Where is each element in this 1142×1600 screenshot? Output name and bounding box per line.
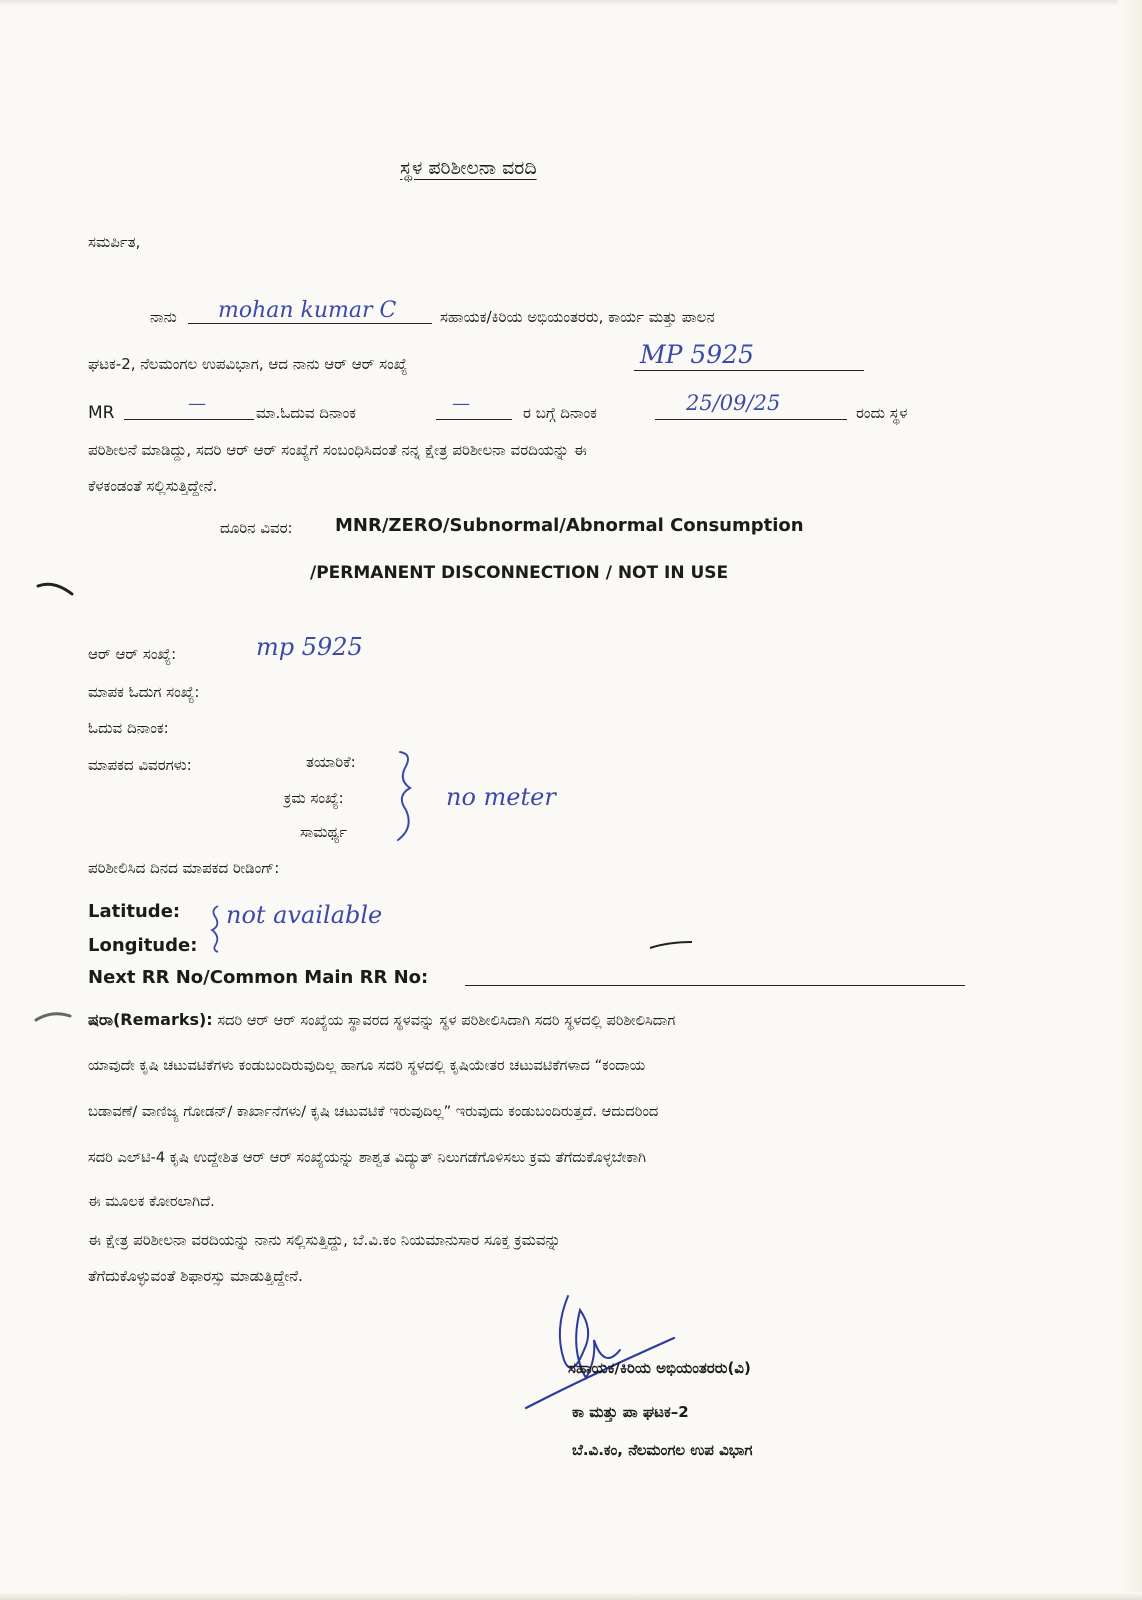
page-bottom-edge xyxy=(0,1592,1142,1600)
handwritten-date: 25/09/25 xyxy=(686,391,781,415)
field-label-capacity: ಸಾಮರ್ಥ್ಯ xyxy=(300,823,348,841)
para-text: ರ ಬಗ್ಗೆ ದಿನಾಂಕ xyxy=(523,404,597,422)
signature-designation: ಸಹಾಯಕ/ಕಿರಿಯ ಅಭಿಯಂತರರು(ವಿ) xyxy=(568,1359,751,1377)
complaint-value-2: /PERMANENT DISCONNECTION / NOT IN USE xyxy=(310,563,729,583)
fill-line xyxy=(465,985,965,986)
handwritten-meter-note: no meter xyxy=(446,783,556,811)
fill-line xyxy=(655,419,847,420)
para-text: MR xyxy=(88,403,115,423)
field-label-longitude: Longitude: xyxy=(88,935,198,956)
handwritten-latlon-note: not available xyxy=(226,901,383,929)
remarks-line-2: ಯಾವುದೇ ಕೃಷಿ ಚಟುವಟಿಕೆಗಳು ಕಂಡುಬಂದಿರುವುದಿಲ್ಲ ಹಾಗೂ ಸದರಿ ಸ್ಥಳದಲ್ಲಿ ಕೃಷಿಯೇತರ ಚಟುವಟಿಕೆಗಳಾದ “ಕಂದಾಯ xyxy=(88,1057,646,1074)
fill-line xyxy=(124,419,254,420)
handwritten-dash-mark xyxy=(648,936,696,952)
document-title: ಸ್ಥಳ ಪರಿಶೀಲನಾ ವರದಿ xyxy=(400,157,537,179)
para-text: ರಂದು ಸ್ಥಳ xyxy=(856,404,908,422)
salutation: ಸಮರ್ಪಿತ, xyxy=(88,233,141,251)
fill-line xyxy=(634,370,864,371)
closing-line-1: ಈ ಕ್ಷೇತ್ರ ಪರಿಶೀಲನಾ ವರದಿಯನ್ನು ನಾನು ಸಲ್ಲಿಸುತ್ತಿದ್ದು, ಬೆ.ವಿ.ಕಂ ನಿಯಮಾನುಸಾರ ಸೂಕ್ತ ಕ್ರಮವನ್ನು xyxy=(88,1231,561,1249)
signature-unit: ಕಾ ಮತ್ತು ಪಾ ಘಟಕ–2 xyxy=(572,1403,689,1421)
closing-line-2: ತೆಗೆದುಕೊಳ್ಳುವಂತೆ ಶಿಫಾರಸ್ಸು ಮಾಡುತ್ತಿದ್ದೇನೆ. xyxy=(88,1267,303,1285)
para-text: ಪರಿಶೀಲನೆ ಮಾಡಿದ್ದು, ಸದರಿ ಆರ್ ಆರ್ ಸಂಖ್ಯೆಗೆ ಸಂಬಂಧಿಸಿದಂತೆ ನನ್ನ ಕ್ಷೇತ್ರ ಪರಿಶೀಲನಾ ವರದಿಯನ್ನು ಈ xyxy=(88,441,587,459)
para-text: ಸಹಾಯಕ/ಕಿರಿಯ ಅಭಿಯಂತರರು, ಕಾರ್ಯ ಮತ್ತು ಪಾಲನ xyxy=(440,308,715,326)
complaint-label: ದೂರಿನ ವಿವರ: xyxy=(220,519,293,537)
remarks-line-4: ಸದರಿ ಎಲ್‌ಟಿ-4 ಕೃಷಿ ಉದ್ದೇಶಿತ ಆರ್ ಆರ್ ಸಂಖ್ಯೆಯನ್ನು ಶಾಶ್ವತ ವಿದ್ಯುತ್ ನಿಲುಗಡೆಗೊಳಿಸಲು ಕ್ರಮ ತೆಗೆದುಕೊಳ್ಳಬೇಕಾಗಿ xyxy=(88,1149,647,1166)
para-text: ಮಾ.ಓದುವ ದಿನಾಂಕ xyxy=(256,404,356,422)
handwritten-rr-number: MP 5925 xyxy=(640,340,754,369)
field-label-latitude: Latitude: xyxy=(88,901,181,922)
remarks-line-5: ಈ ಮೂಲಕ ಕೋರಲಾಗಿದೆ. xyxy=(88,1193,215,1210)
field-label-meter-details: ಮಾಪಕದ ವಿವರಗಳು: xyxy=(88,756,192,774)
para-text: ನಾನು xyxy=(150,308,177,326)
remarks-line-3: ಬಡಾವಣೆ/ ವಾಣಿಜ್ಯ ಗೋಡನ್/ ಕಾರ್ಖಾನೆಗಳು/ ಕೃಷಿ ಚಟುವಟಿಕೆ ಇರುವುದಿಲ್ಲ” ಇರುವುದು ಕಂಡುಬಂದಿರುತ್ತದೆ. ಆದುದರಿಂದ xyxy=(88,1103,659,1120)
field-label-next-rr: Next RR No/Common Main RR No: xyxy=(88,967,429,988)
remarks-text: ಸದರಿ ಆರ್ ಆರ್ ಸಂಖ್ಯೆಯ ಸ್ಥಾವರದ ಸ್ಥಳವನ್ನು ಸ್ಥಳ ಪರಿಶೀಲಿಸಿದಾಗಿ ಸದರಿ ಸ್ಥಳದಲ್ಲಿ ಪರಿಶೀಲಿಸಿದಾಗ xyxy=(217,1012,676,1029)
margin-tick-mark xyxy=(34,1008,74,1024)
handwritten-dash: — xyxy=(452,393,470,414)
field-label-rr: ಆರ್ ಆರ್ ಸಂಖ್ಯೆ: xyxy=(88,645,177,663)
field-label-reader: ಮಾಪಕ ಓದುಗ ಸಂಖ್ಯೆ: xyxy=(88,683,200,701)
page-top-edge xyxy=(0,0,1142,6)
field-label-make: ತಯಾರಿಕೆ: xyxy=(306,753,356,771)
handwritten-dash: — xyxy=(188,393,206,414)
handwritten-brace xyxy=(392,748,422,848)
page-right-edge xyxy=(1118,0,1142,1600)
field-label-read-date: ಓದುವ ದಿನಾಂಕ: xyxy=(88,719,169,737)
para-text: ಘಟಕ-2, ನೆಲಮಂಗಲ ಉಪವಿಭಾಗ, ಆದ ನಾನು ಆರ್ ಆರ್ ಸಂಖ್ಯೆ xyxy=(88,355,408,373)
remarks-line-1 xyxy=(88,1010,675,1031)
signature-office: ಬೆ.ವಿ.ಕಂ, ನೆಲಮಂಗಲ ಉಪ ವಿಭಾಗ xyxy=(572,1441,753,1459)
field-label-reading: ಪರಿಶೀಲಿಸಿದ ದಿನದ ಮಾಪಕದ ರೀಡಿಂಗ್: xyxy=(88,859,280,877)
para-text: ಕೆಳಕಂಡಂತೆ ಸಲ್ಲಿಸುತ್ತಿದ್ದೇನೆ. xyxy=(88,477,218,495)
handwritten-rr-field: mp 5925 xyxy=(256,633,363,661)
handwritten-brace xyxy=(208,904,224,954)
remarks-label: ಷರಾ(Remarks): xyxy=(88,1010,213,1029)
signature xyxy=(524,1290,684,1420)
field-label-serial: ಕ್ರಮ ಸಂಖ್ಯೆ: xyxy=(284,789,344,807)
fill-line xyxy=(436,419,512,420)
margin-tick-mark xyxy=(36,578,76,598)
handwritten-name: mohan kumar C xyxy=(218,298,397,323)
complaint-value: MNR/ZERO/Subnormal/Abnormal Consumption xyxy=(335,515,804,536)
